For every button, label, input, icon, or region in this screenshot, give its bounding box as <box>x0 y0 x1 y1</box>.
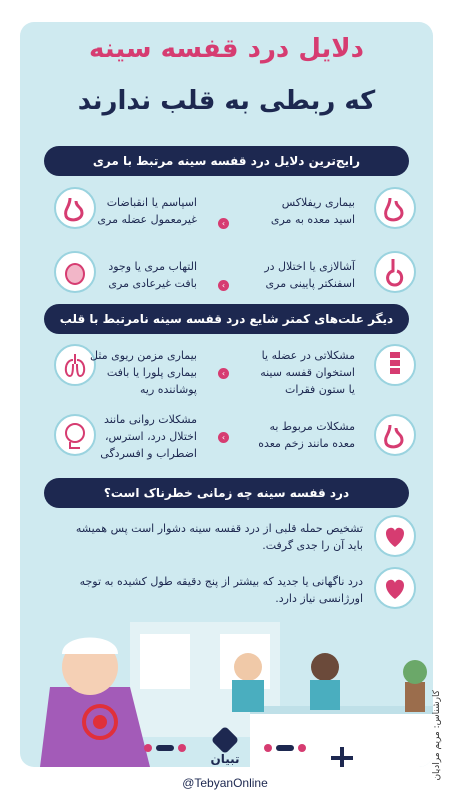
list-item: تشخیص حمله قلبی از درد قفسه سینه دشوار است پس همیشه باید آن را جدی گرفت. <box>75 522 363 552</box>
arrow-icon: ‹ <box>218 280 229 291</box>
infographic-card <box>20 22 433 767</box>
stomach-icon <box>374 187 416 229</box>
author-credit: کارشناس: مریم مرادیان <box>432 690 442 781</box>
list-item: بیماری ریفلاکس اسید معده به مری <box>270 196 355 226</box>
list-item: مشکلاتی در عضله یا استخوان قفسه سینه یا ستون فقرات <box>260 349 355 396</box>
social-handle[interactable]: @TebyanOnline <box>182 776 268 790</box>
title-line-1: دلایل درد قفسه سینه <box>88 34 364 64</box>
section1-heading: رایج‌ترین دلایل درد قفسه سینه مرتبط با مری <box>44 146 409 176</box>
list-item: اسپاسم یا انقباضات غیرمعمول عضله مری <box>97 196 197 226</box>
esophagus-icon <box>374 251 416 293</box>
stomach-icon <box>374 414 416 456</box>
section3-heading: درد قفسه سینه چه زمانی خطرناک است؟ <box>44 478 409 508</box>
list-item: مشکلات مربوط به معده مانند زخم معده <box>258 420 355 450</box>
title-line-2: که ربطی به قلب ندارند <box>77 86 376 116</box>
arrow-icon: ‹ <box>218 368 229 379</box>
heart-icon <box>374 567 416 609</box>
list-item: مشکلات روانی مانند اختلال درد، استرس، اضطراب و افسردگی <box>100 413 197 460</box>
list-item: التهاب مری یا وجود بافت غیرعادی مری <box>108 260 197 290</box>
list-item: آشالازی یا اختلال در اسفنکتر پایینی مری <box>264 260 355 290</box>
heart-icon <box>374 515 416 557</box>
tebyan-logo: تبیان <box>210 752 240 766</box>
list-item: درد ناگهانی یا جدید که بیشتر از پنج دقیقه طول کشیده به توجه اورژانسی نیاز دارد. <box>79 575 363 605</box>
section2-heading: دیگر علت‌های کمتر شایع درد قفسه سینه نامرتبط با قلب <box>44 304 409 334</box>
spine-icon <box>374 344 416 386</box>
arrow-icon: ‹ <box>218 218 229 229</box>
list-item: بیماری مزمن ریوی مثل بیماری پلورا یا بافت پوشاننده ریه <box>90 349 197 396</box>
arrow-icon: ‹ <box>218 432 229 443</box>
